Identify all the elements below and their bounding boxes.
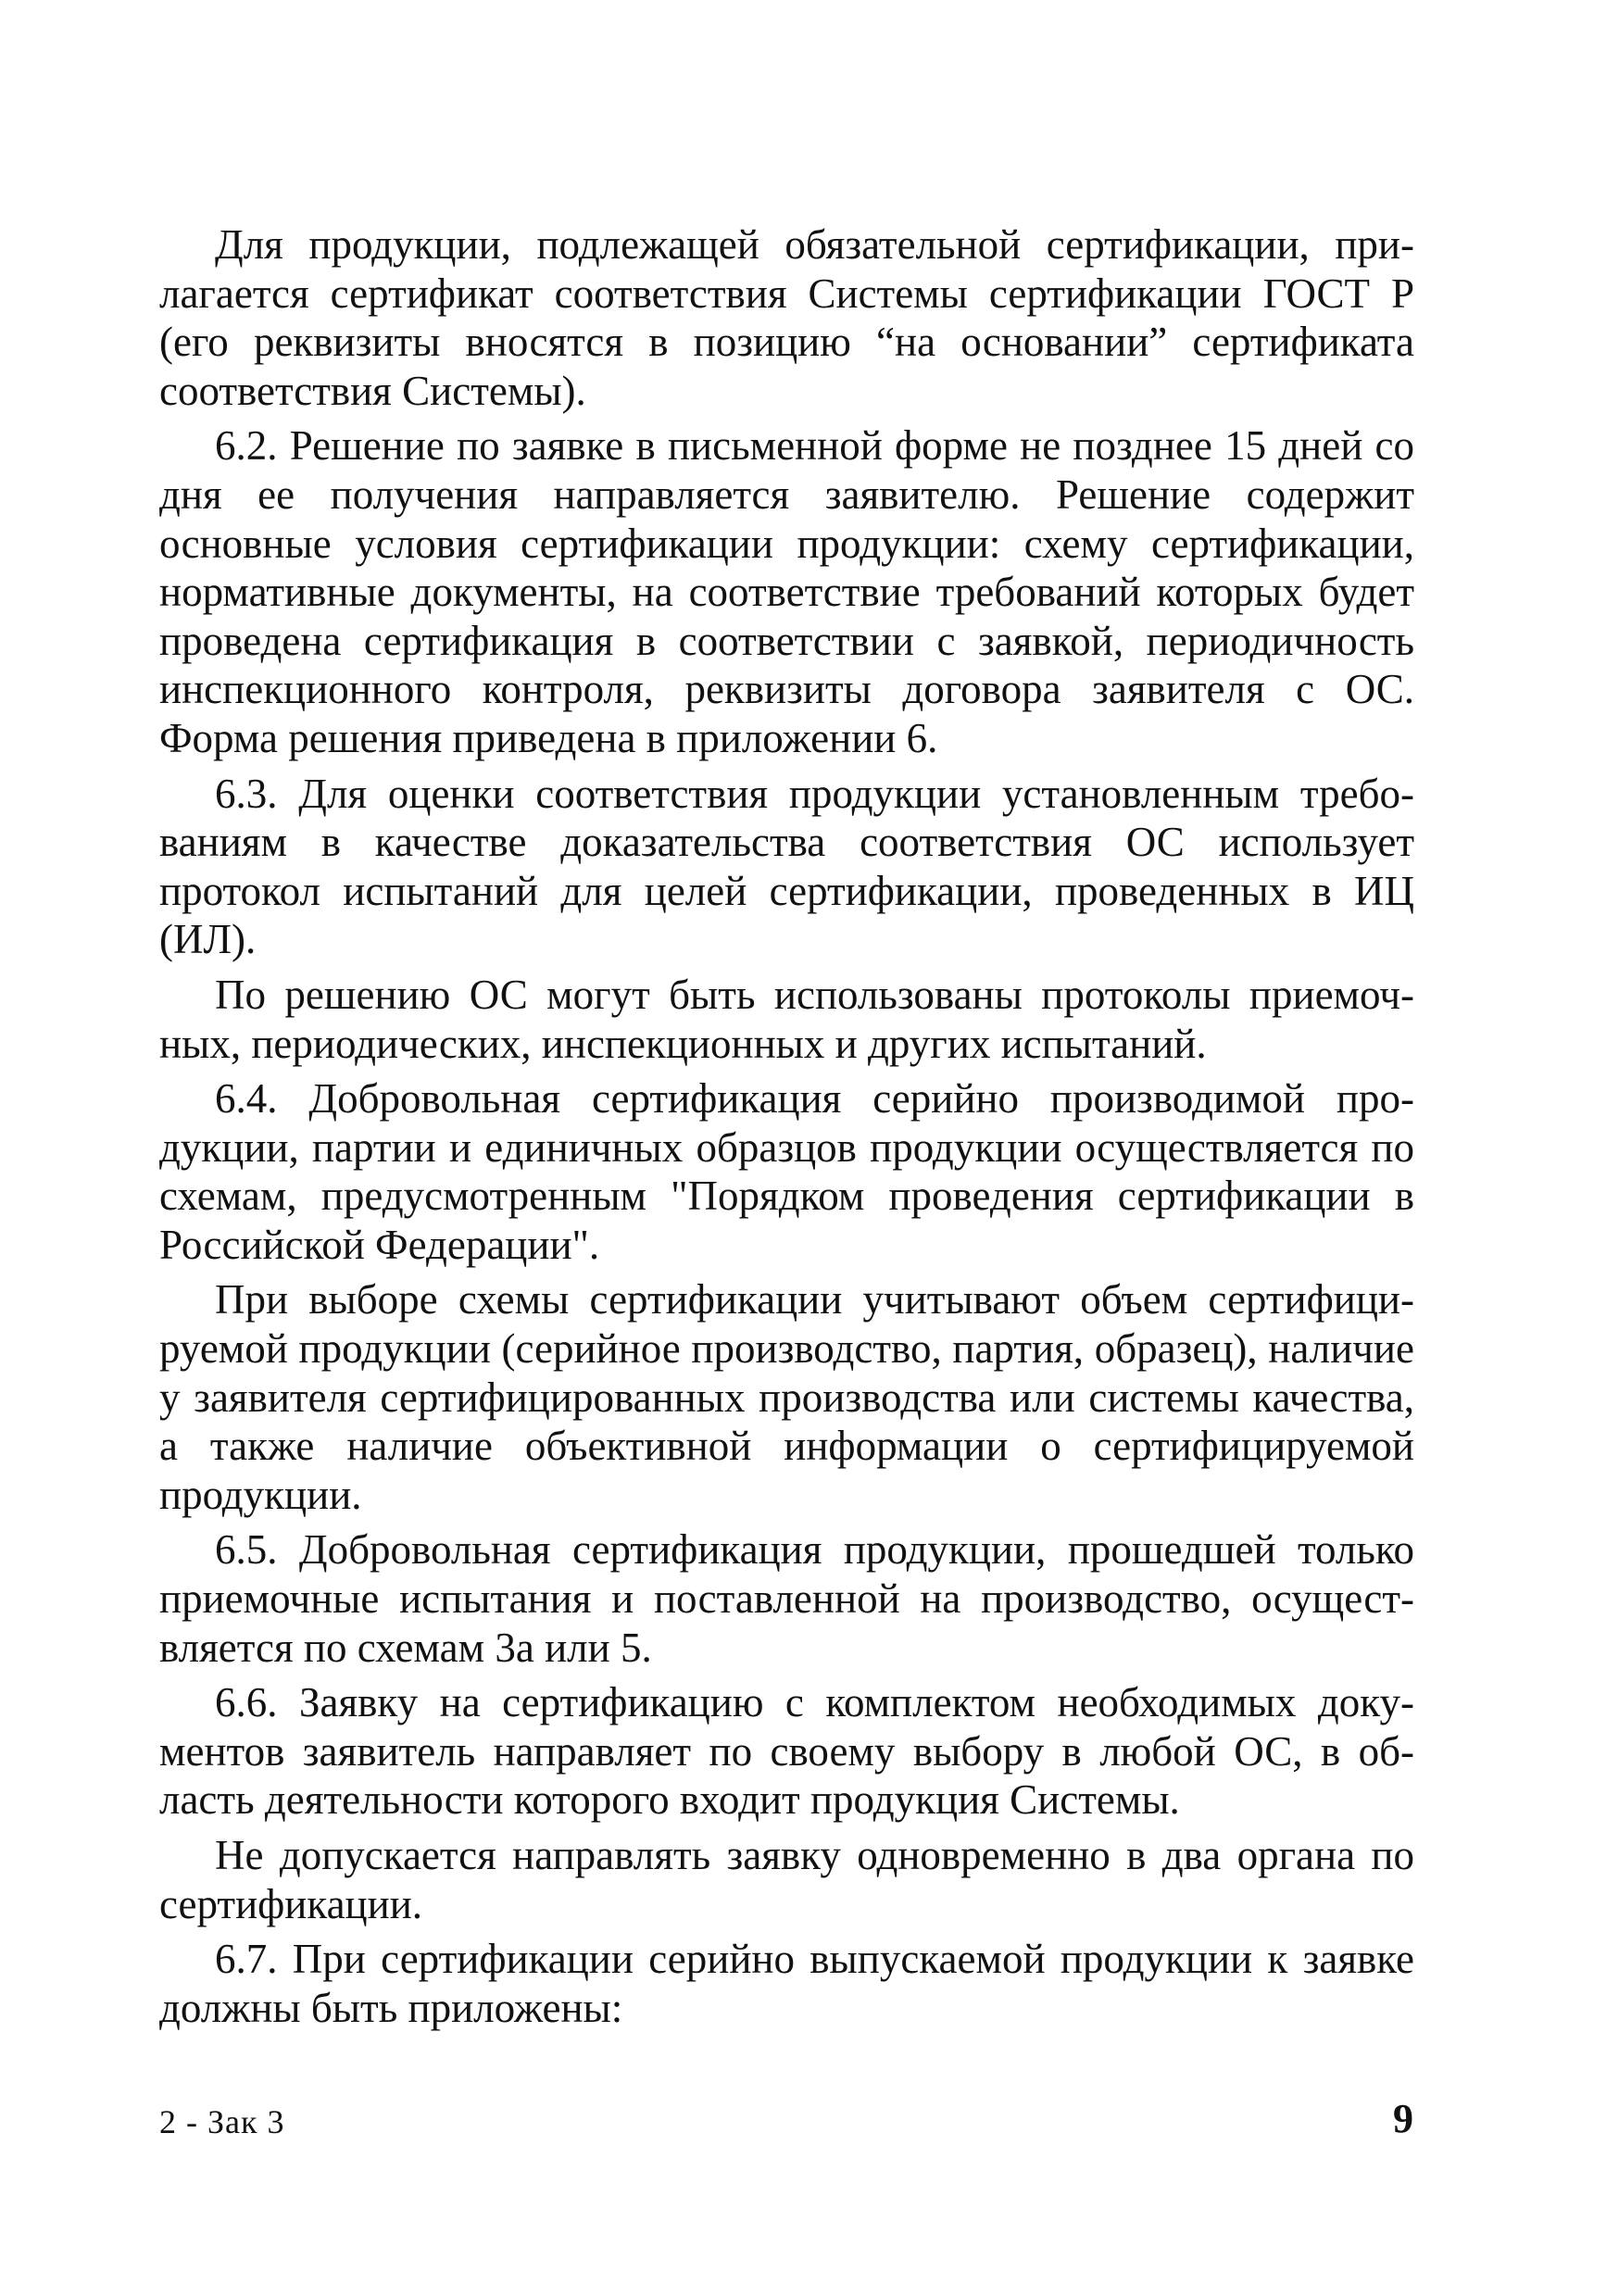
paragraph-scheme-choice: При выборе схемы сертификации учитывают объем сертифицируемой продукции (серийное производство, партия, образец), наличие у заявителя сертифицированных производства или системы качества, а также наличие объективной информации о сертифицируемой продукции. — [159, 1276, 1414, 1518]
paragraph-6-4: 6.4. Добровольная сертификация серийно производимой продукции, партии и единичных образцов продукции осуществляется по схемам, предусмотренным "Порядком проведения сертификации в Российской Федерации". — [159, 1075, 1414, 1268]
body-text — [159, 220, 1414, 2039]
paragraph-product-mandatory-certification: Для продукции, подлежащей обязательной сертификации, прилагается сертификат соответствия Системы сертификации ГОСТ Р (его реквизиты вносятся в позицию “на основании” сертификата соответствия Системы). — [159, 221, 1414, 414]
paragraph-not-allowed: Не допускается направлять заявку одновременно в два органа по сертификации. — [159, 1832, 1414, 1927]
paragraph-6-6: 6.6. Заявку на сертификацию с комплектом необходимых документов заявитель направляет по своему выбору в любой ОС, в область деятельности которого входит продукция Системы. — [159, 1679, 1414, 1824]
paragraph-6-5: 6.5. Добровольная сертификация продукции, прошедшей только приемочные испытания и поставленной на производство, осуществляется по схемам 3а или 5. — [159, 1526, 1414, 1671]
page-number: 9 — [1393, 2096, 1413, 2141]
paragraph-os-decision: По решению ОС могут быть использованы протоколы приемочных, периодических, инспекционных и других испытаний. — [159, 971, 1414, 1067]
paragraph-6-3: 6.3. Для оценки соответствия продукции установленным требованиям в качестве доказательства соответствия ОС использует протокол испытаний для целей сертификации, проведенных в ИЦ (ИЛ). — [159, 770, 1414, 963]
paragraph-6-7: 6.7. При сертификации серийно выпускаемой продукции к заявке должны быть приложены: — [159, 1936, 1414, 2031]
paragraph-6-2: 6.2. Решение по заявке в письменной форме не позднее 15 дней со дня ее получения направляется заявителю. Решение содержит основные условия сертификации продукции: схему сертификации, нормативные документы, на соответствие требований которых будет проведена сертификация в соответствии с заявкой, периодичность инспекционного контроля, реквизиты договора заявителя с ОС. Форма решения приведена в приложении 6. — [159, 422, 1414, 761]
footer-order-mark: 2 - Зак 3 — [159, 2103, 285, 2140]
